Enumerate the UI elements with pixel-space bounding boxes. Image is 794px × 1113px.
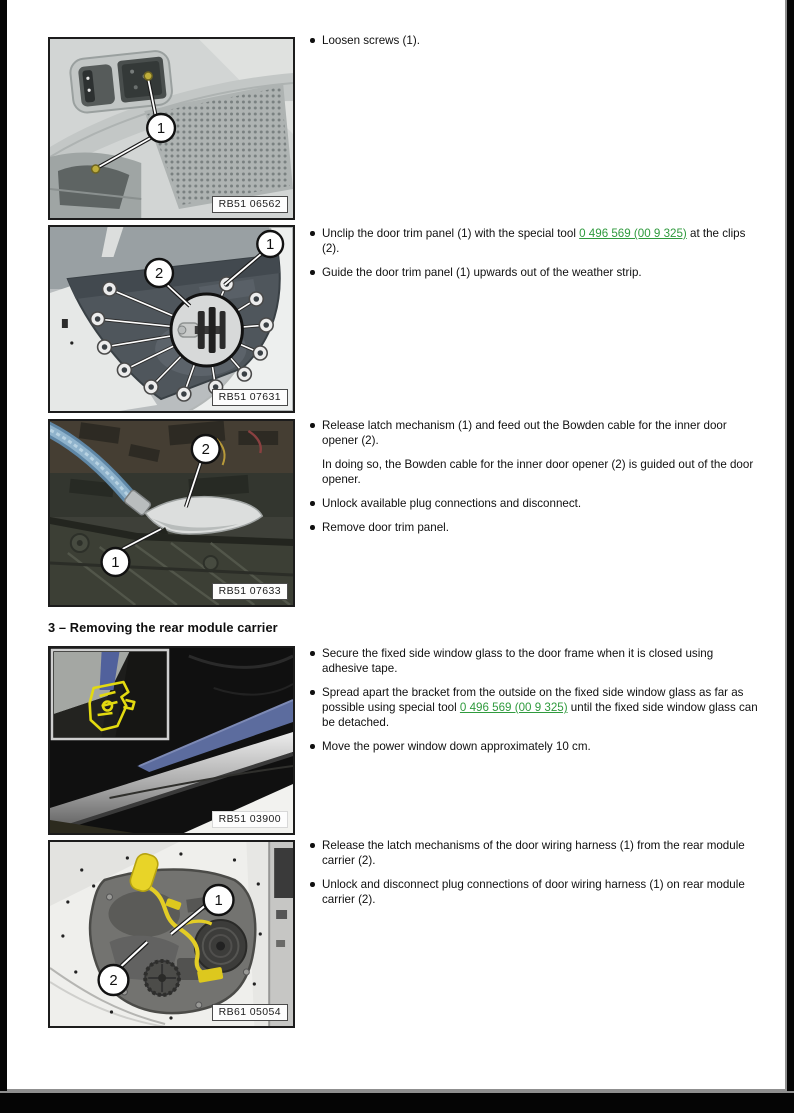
figure-rear-module-carrier bbox=[48, 840, 295, 1028]
figure-window-adhesive-tape bbox=[48, 646, 295, 835]
section-heading: 3 – Removing the rear module carrier bbox=[48, 620, 278, 635]
callout-number: 1 bbox=[266, 235, 275, 254]
bullet-text: Spread apart the bracket from the outside on the fixed side window glass as far as possible using special tool bbox=[322, 686, 744, 714]
module-carrier-photo-illustration bbox=[50, 842, 293, 1026]
bullet-text: Unlock and disconnect plug connections of door wiring harness (1) on rear module carrier (2). bbox=[322, 878, 745, 906]
instruction-list-5 bbox=[307, 838, 759, 916]
bullet-item bbox=[307, 265, 759, 280]
bullet-item bbox=[307, 877, 759, 907]
figure-label: RB51 07633 bbox=[212, 583, 288, 600]
callout-2-badge bbox=[99, 965, 129, 995]
bullet-text: Move the power window down approximately 10 cm. bbox=[322, 740, 591, 753]
bullet-text: Remove door trim panel. bbox=[322, 521, 449, 534]
figure-door-trim-inner-screws bbox=[48, 37, 295, 220]
inset-detail bbox=[52, 650, 168, 739]
instruction-list-1 bbox=[307, 33, 759, 57]
bullet-item bbox=[307, 685, 759, 730]
callout-number: 1 bbox=[111, 553, 120, 572]
bullet-text: Release the latch mechanisms of the door wiring harness (1) from the rear module carrier (2). bbox=[322, 839, 745, 867]
door-edge bbox=[269, 842, 293, 1026]
instruction-list-3 bbox=[307, 418, 759, 544]
regulator-gear bbox=[145, 961, 179, 995]
bullet-text: at the clips (2). bbox=[322, 227, 746, 255]
bullet-item bbox=[307, 646, 759, 676]
trim-panel-clip-diagram bbox=[50, 227, 293, 411]
bullet-item bbox=[307, 33, 759, 48]
callout-1-badge bbox=[257, 231, 283, 257]
document-page bbox=[7, 0, 787, 1091]
bullet-item bbox=[307, 226, 759, 256]
bullet-item bbox=[307, 838, 759, 868]
special-tool-link[interactable]: 0 496 569 (00 9 325) bbox=[459, 701, 568, 714]
callout-1-badge bbox=[147, 114, 175, 142]
scan-margin-left bbox=[0, 0, 7, 1113]
callout-1-badge bbox=[204, 885, 234, 915]
scan-margin-bottom bbox=[0, 1091, 794, 1113]
figure-label: RB51 06562 bbox=[212, 196, 288, 213]
callout-number: 2 bbox=[109, 971, 118, 990]
bullet-text: Secure the fixed side window glass to the door frame when it is closed using adhesive tape. bbox=[322, 647, 714, 675]
note-paragraph bbox=[307, 457, 759, 487]
bullet-item bbox=[307, 520, 759, 535]
callout-1-badge bbox=[102, 548, 130, 576]
callout-2-badge bbox=[192, 435, 220, 463]
door-trim-photo-illustration bbox=[50, 39, 293, 218]
figure-label: RB61 05054 bbox=[212, 1004, 288, 1021]
callout-number: 1 bbox=[214, 891, 223, 910]
figure-label: RB51 07631 bbox=[212, 389, 288, 406]
bullet-text: Release latch mechanism (1) and feed out the Bowden cable for the inner door opener (2). bbox=[322, 419, 727, 447]
door-handle bbox=[69, 50, 173, 114]
bullet-item bbox=[307, 496, 759, 511]
screw-top bbox=[144, 72, 152, 80]
latch-photo-illustration bbox=[50, 421, 293, 605]
callout-2-badge bbox=[145, 259, 173, 287]
bullet-text: Loosen screws (1). bbox=[322, 34, 420, 47]
bullet-text: Unclip the door trim panel (1) with the special tool bbox=[322, 227, 580, 240]
bullet-text: Unlock available plug connections and disconnect. bbox=[322, 497, 582, 510]
window-photo-illustration bbox=[50, 648, 293, 833]
bullet-text: until the fixed side window glass can be detached. bbox=[322, 701, 758, 729]
callout-number: 2 bbox=[201, 440, 210, 459]
note-text: In doing so, the Bowden cable for the inner door opener (2) is guided out of the door opener. bbox=[322, 458, 754, 486]
callout-number: 1 bbox=[156, 119, 166, 138]
special-tool-link[interactable]: 0 496 569 (00 9 325) bbox=[579, 227, 687, 240]
screw-bottom bbox=[92, 165, 100, 173]
bullet-text: Guide the door trim panel (1) upwards out of the weather strip. bbox=[322, 266, 642, 279]
figure-door-trim-clips bbox=[48, 225, 295, 413]
clip-detail-circle bbox=[171, 294, 242, 366]
figure-label: RB51 03900 bbox=[212, 811, 288, 828]
instruction-list-2 bbox=[307, 226, 759, 289]
instruction-list-4 bbox=[307, 646, 759, 763]
figure-latch-bowden-cable bbox=[48, 419, 295, 607]
bullet-item bbox=[307, 418, 759, 448]
bullet-item bbox=[307, 739, 759, 754]
speaker bbox=[195, 920, 247, 972]
callout-number: 2 bbox=[154, 264, 164, 283]
